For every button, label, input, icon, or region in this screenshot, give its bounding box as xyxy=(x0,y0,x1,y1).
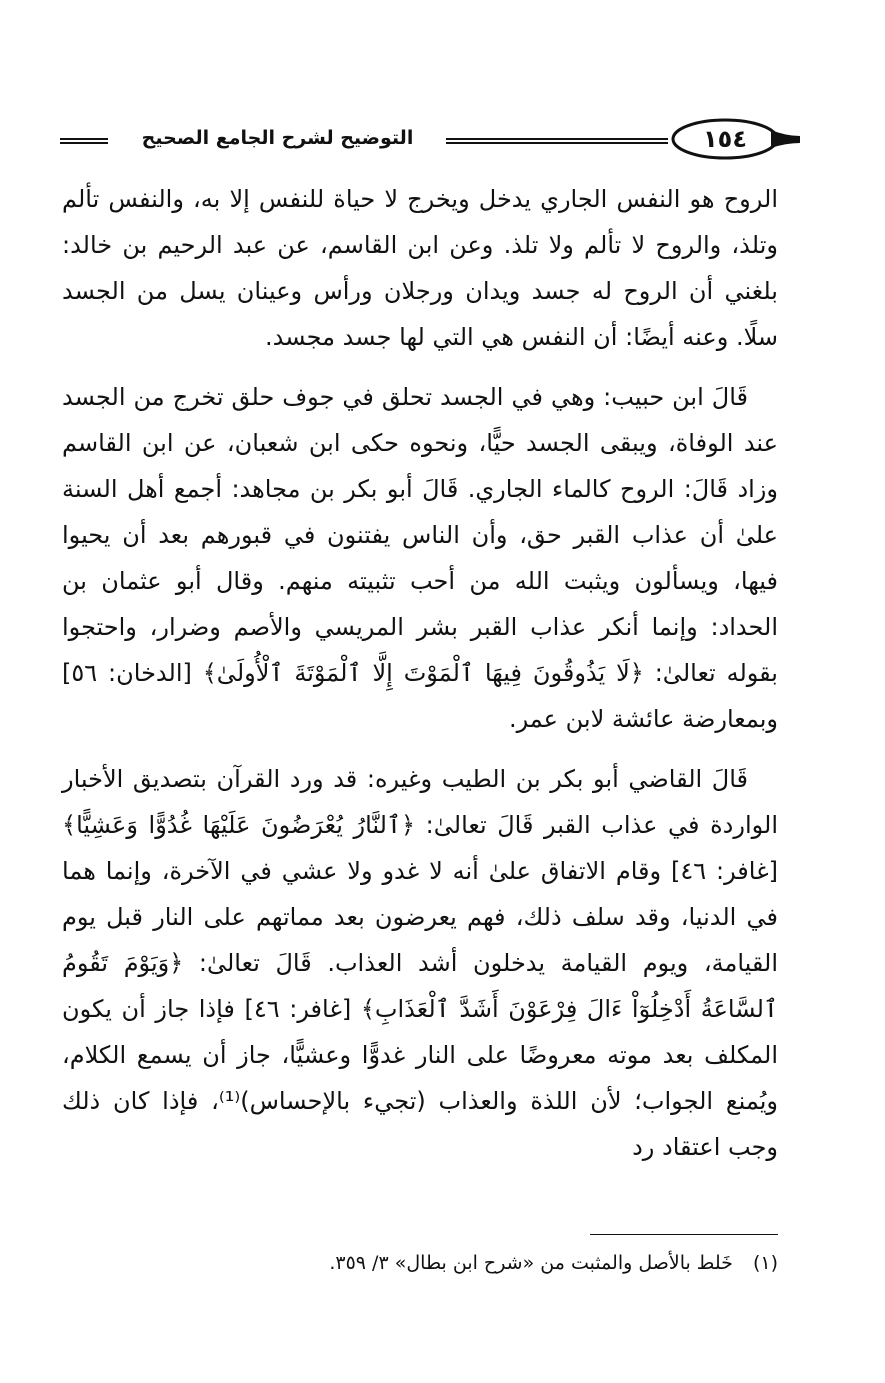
main-text xyxy=(62,176,778,1184)
page-header xyxy=(60,112,780,162)
header-rule-middle xyxy=(446,138,668,144)
footnote xyxy=(62,1248,778,1278)
page-number-badge xyxy=(668,116,800,162)
paragraph: قَالَ القاضي أبو بكر بن الطيب وغيره: قد ورد القرآن بتصديق الأخبار الواردة في عذاب القبر قَالَ تعالىٰ: ﴿ٱلنَّارُ يُعْرَضُونَ عَلَيْهَا غُدُوًّا وَعَشِيًّا﴾ [غافر: ٤٦] وقام الاتفاق علىٰ أنه لا غدو ولا عشي في الآخرة، وإنما هما في الدنيا، وقد سلف ذلك، فهم يعرضون بعد مماتهم على النار قبل يوم القيامة، ويوم القيامة يدخلون أشد العذاب. قَالَ تعالىٰ: ﴿وَيَوْمَ تَقُومُ ٱلسَّاعَةُ أَدْخِلُوٓاْ ءَالَ فِرْعَوْنَ أَشَدَّ ٱلْعَذَابِ﴾ [غافر: ٤٦] فإذا جاز أن يكون المكلف بعد موته معروضًا على النار غدوًّا وعشيًّا، جاز أن يسمع الكلام، ويُمنع الجواب؛ لأن اللذة والعذاب (تجيء بالإحساس)⁽¹⁾، فإذا كان ذلك وجب اعتقاد رد xyxy=(62,765,779,1161)
footnote-text: خَلط بالأصل والمثبت من «شرح ابن بطال» ٣/ ٣٥٩. xyxy=(329,1252,733,1274)
header-rule-left xyxy=(60,138,108,144)
footnote-label: (١) xyxy=(752,1252,778,1274)
page-number: ١٥٤ xyxy=(703,125,747,153)
running-title: التوضيح لشرح الجامع الصحيح xyxy=(141,127,414,149)
footnote-separator xyxy=(590,1234,778,1235)
paragraph: قَالَ ابن حبيب: وهي في الجسد تحلق في جوف حلق تخرج من الجسد عند الوفاة، ويبقى الجسد حيًّا، ونحوه حكى ابن شعبان، عن ابن القاسم وزاد قَالَ: الروح كالماء الجاري. قَالَ أبو بكر بن مجاهد: أجمع أهل السنة علىٰ أن عذاب القبر حق، وأن الناس يفتنون في قبورهم بعد أن يحيوا فيها، ويسألون ويثبت الله من أحب تثبيته منهم. وقال أبو عثمان بن الحداد: وإنما أنكر عذاب القبر بشر المريسي والأصم وضرار، واحتجوا بقوله تعالىٰ: ﴿لَا يَذُوقُونَ فِيهَا ٱلْمَوْتَ إِلَّا ٱلْمَوْتَةَ ٱلْأُولَىٰ﴾ [الدخان: ٥٦] وبمعارضة عائشة لابن عمر. xyxy=(62,383,778,733)
paragraph: الروح هو النفس الجاري يدخل ويخرج لا حياة للنفس إلا به، والنفس تألم وتلذ، والروح لا تألم ولا تلذ. وعن ابن القاسم، عن عبد الرحيم بن خالد: بلغني أن الروح له جسد ويدان ورجلان ورأس وعينان يسل من الجسد سلًا. وعنه أيضًا: أن النفس هي التي لها جسد مجسد. xyxy=(62,185,778,351)
